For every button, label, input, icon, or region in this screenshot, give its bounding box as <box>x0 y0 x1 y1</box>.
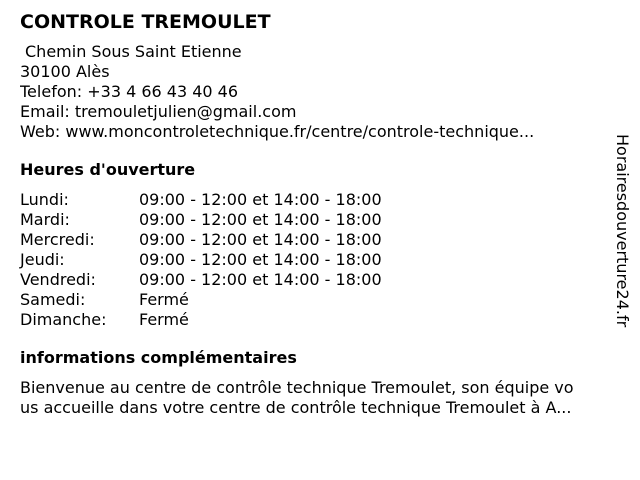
phone-number: Telefon: +33 4 66 43 40 46 <box>20 82 239 101</box>
hours-row-sunday <box>20 310 610 330</box>
business-name: CONTROLE TREMOULET <box>20 11 271 33</box>
hours-row-thursday <box>20 250 610 270</box>
additional-info-text <box>20 378 610 418</box>
day-label: Mercredi: <box>20 230 95 249</box>
day-hours: Fermé <box>139 310 189 329</box>
hours-row-saturday <box>20 290 610 310</box>
day-label: Lundi: <box>20 190 69 209</box>
day-hours: 09:00 - 12:00 et 14:00 - 18:00 <box>139 230 382 249</box>
day-hours: Fermé <box>139 290 189 309</box>
hours-row-tuesday <box>20 210 610 230</box>
contact-block <box>20 42 610 142</box>
day-hours: 09:00 - 12:00 et 14:00 - 18:00 <box>139 270 382 289</box>
day-hours: 09:00 - 12:00 et 14:00 - 18:00 <box>139 210 382 229</box>
website-link[interactable]: Web: www.moncontroletechnique.fr/centre/controle-technique... <box>20 122 535 141</box>
business-card <box>20 10 610 418</box>
day-label: Jeudi: <box>20 250 65 269</box>
day-label: Samedi: <box>20 290 86 309</box>
day-hours: 09:00 - 12:00 et 14:00 - 18:00 <box>139 250 382 269</box>
hours-row-wednesday <box>20 230 610 250</box>
email-address: Email: tremouletjulien@gmail.com <box>20 102 297 121</box>
additional-info-heading: informations complémentaires <box>20 348 297 367</box>
day-label: Dimanche: <box>20 310 107 329</box>
address-street: Chemin Sous Saint Etienne <box>25 42 242 61</box>
site-watermark: Horairesdouverture24.fr <box>613 134 632 328</box>
description-line: Bienvenue au centre de contrôle technique Tremoulet, son équipe vo <box>20 378 574 397</box>
opening-hours-heading: Heures d'ouverture <box>20 160 196 179</box>
description-line: us accueille dans votre centre de contrôle technique Tremoulet à A... <box>20 398 572 417</box>
hours-row-monday <box>20 190 610 210</box>
day-label: Vendredi: <box>20 270 96 289</box>
opening-hours-list <box>20 190 610 330</box>
day-hours: 09:00 - 12:00 et 14:00 - 18:00 <box>139 190 382 209</box>
address-city: 30100 Alès <box>20 62 110 81</box>
hours-row-friday <box>20 270 610 290</box>
day-label: Mardi: <box>20 210 70 229</box>
